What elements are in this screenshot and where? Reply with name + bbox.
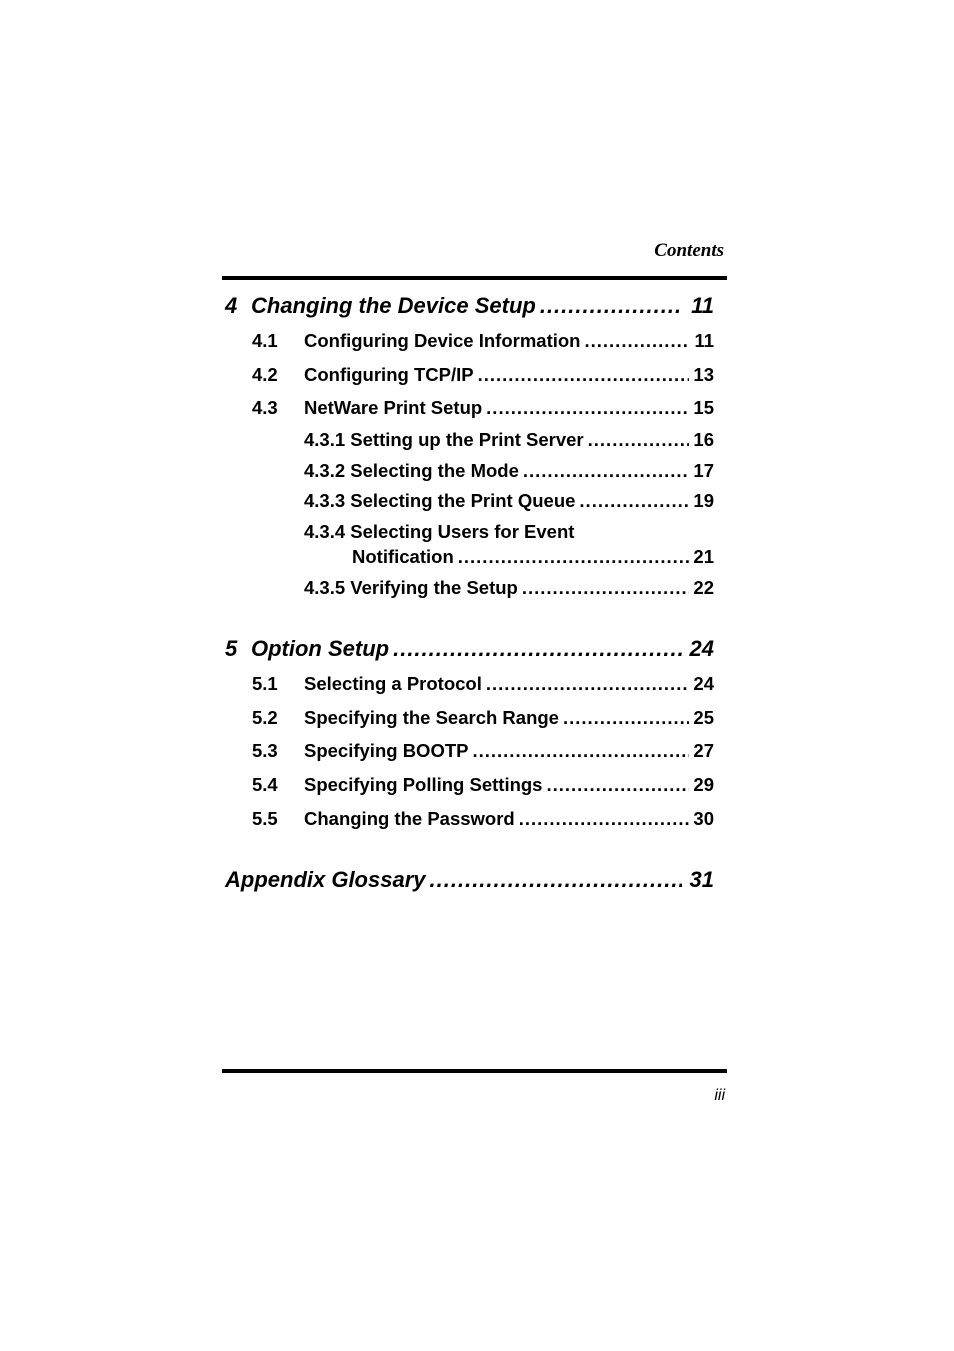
toc-subsection-4-3-4[interactable]: [352, 546, 714, 568]
leader-dots: [579, 490, 689, 512]
leader-dots: [458, 546, 690, 568]
subsection-title: 4.3.1 Setting up the Print Server: [304, 429, 584, 450]
section-number: 4.2: [252, 364, 278, 385]
chapter-title: Changing the Device Setup: [251, 293, 536, 318]
page-number: 16: [693, 429, 714, 450]
leader-dots: [393, 636, 682, 662]
section-number: 5.2: [252, 707, 278, 728]
leader-dots: [563, 707, 689, 729]
subsection-title: 4.3.3 Selecting the Print Queue: [304, 490, 576, 511]
leader-dots: [522, 577, 690, 599]
leader-dots: [546, 774, 689, 796]
toc-section-5-5[interactable]: [252, 808, 714, 830]
toc-chapter-5[interactable]: [225, 636, 714, 662]
section-title: Specifying the Search Range: [304, 707, 559, 728]
leader-dots: [478, 364, 690, 386]
appendix-title: Appendix Glossary: [225, 867, 426, 892]
leader-dots: [584, 330, 690, 352]
toc-section-4-2[interactable]: [252, 364, 714, 386]
section-title: Specifying BOOTP: [304, 740, 469, 761]
chapter-number: 5: [225, 636, 238, 661]
section-title: NetWare Print Setup: [304, 397, 483, 418]
toc-section-5-4[interactable]: [252, 774, 714, 796]
toc-section-5-2[interactable]: [252, 707, 714, 729]
page-number: 21: [693, 546, 714, 567]
page-number: 11: [694, 330, 714, 351]
page-number: 17: [693, 460, 714, 481]
toc-section-5-1[interactable]: [252, 673, 714, 695]
chapter-number: 4: [225, 293, 238, 318]
section-title: Configuring TCP/IP: [304, 364, 474, 385]
section-title: Changing the Password: [304, 808, 515, 829]
subsection-title: 4.3.2 Selecting the Mode: [304, 460, 519, 481]
leader-dots: [540, 293, 682, 319]
page-number: 19: [693, 490, 714, 511]
page-number: 29: [693, 774, 714, 795]
chapter-title: Option Setup: [251, 636, 390, 661]
leader-dots: [486, 673, 690, 695]
running-header: Contents: [654, 240, 724, 261]
page-number: 11: [691, 293, 714, 318]
section-number: 5.3: [252, 740, 278, 761]
section-title: Configuring Device Information: [304, 330, 581, 351]
section-number: 5.1: [252, 673, 278, 694]
toc-chapter-4[interactable]: [225, 293, 714, 319]
toc-section-4-1[interactable]: [252, 330, 714, 352]
section-number: 4.3: [252, 397, 278, 418]
leader-dots: [472, 740, 689, 762]
bottom-rule: [222, 1069, 727, 1073]
page-number: 30: [693, 808, 714, 829]
page-number: 25: [693, 707, 714, 728]
toc-subsection-4-3-3[interactable]: [304, 490, 714, 512]
page-number: 13: [693, 364, 714, 385]
leader-dots: [519, 808, 690, 830]
toc-subsection-4-3-5[interactable]: [304, 577, 714, 599]
toc-subsection-4-3-1[interactable]: [304, 429, 714, 451]
subsection-title: 4.3.5 Verifying the Setup: [304, 577, 518, 598]
toc-section-5-3[interactable]: [252, 740, 714, 762]
leader-dots: [523, 460, 690, 482]
page-number: 15: [693, 397, 714, 418]
page-number: 24: [693, 673, 714, 694]
section-number: 4.1: [252, 330, 278, 351]
toc-appendix[interactable]: [225, 867, 714, 893]
page-number: 31: [689, 867, 714, 892]
toc-section-4-3[interactable]: [252, 397, 714, 419]
top-rule: [222, 276, 727, 280]
toc-subsection-4-3-2[interactable]: [304, 460, 714, 482]
folio-page-number: iii: [714, 1087, 725, 1104]
section-title: Specifying Polling Settings: [304, 774, 543, 795]
leader-dots: [430, 867, 682, 893]
page-number: 22: [693, 577, 714, 598]
leader-dots: [588, 429, 690, 451]
section-number: 5.5: [252, 808, 278, 829]
page-number: 27: [693, 740, 714, 761]
section-title: Selecting a Protocol: [304, 673, 482, 694]
section-number: 5.4: [252, 774, 278, 795]
leader-dots: [486, 397, 689, 419]
subsection-title-line2: Notification: [352, 546, 454, 567]
subsection-title-line1[interactable]: 4.3.4 Selecting Users for Event: [304, 521, 575, 542]
page-number: 24: [689, 636, 714, 661]
